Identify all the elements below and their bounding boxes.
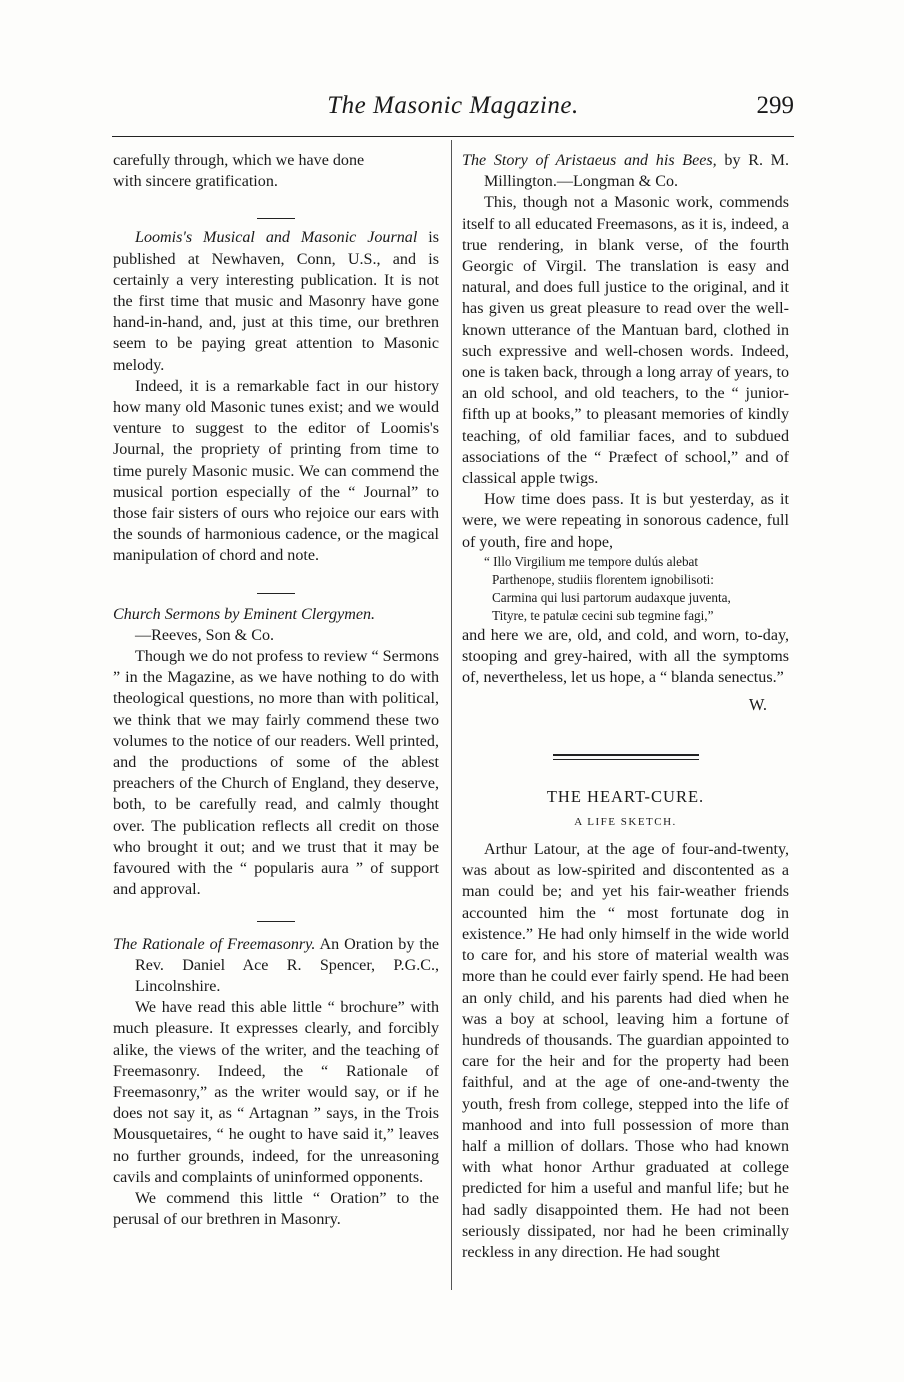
- rationale-heading: [113, 934, 439, 998]
- article-title: THE HEART-CURE.: [546, 786, 705, 806]
- verse-line: “ Illo Virgilium me tempore dulús alebat: [484, 553, 699, 569]
- rationale-description: An Oration by the Rev. Daniel Ace R. Spencer, P.G.C., Lincolnshire.: [135, 935, 440, 995]
- aristaeus-title: The Story of Aristaeus and his Bees,: [462, 152, 717, 169]
- aristaeus-paragraph-3: and here we are, old, and cold, and worn, to-day, stooping and grey-haired, with all the symptoms of, nevertheless, let us hope, a “ blanda senectus.”: [462, 626, 789, 687]
- column-divider: [451, 140, 452, 1290]
- section-double-rule: [553, 754, 699, 760]
- sermons-publisher: —Reeves, Son & Co.: [135, 626, 275, 644]
- aristaeus-paragraph-1: This, though not a Masonic work, commends itself to all educated Freemasons, as it is, indeed, a true rendering, in blank verse, of the fourth Georgic of Virgil. The translation is easy and natural, and does full justice to the original, and it has given us great pleasure to read over the well-known utterance of the Mantuan bard, clothed in such expressive and well-chosen words. Indeed, one is taken back, through a long array of years, to an old school, and old teachers, to the “ junior-fifth up at books,” to pleasant memories of kindly teaching, of old familiar faces, and to subdued associations of the “ Præfect of school,” and of classical apple twigs.: [462, 194, 789, 488]
- verse-line: Parthenope, studiis florentem ignobilisoti:: [492, 571, 714, 587]
- aristaeus-author: by R. M. Millington.—Longman & Co.: [484, 152, 790, 191]
- rationale-paragraph-2: We commend this little “ Oration” to the perusal of our brethren in Masonry.: [113, 1189, 439, 1229]
- loomis-paragraph-2: Indeed, it is a remarkable fact in our history how many old Masonic tunes exist; and we would venture to suggest to the editor of Loomis's Journal, the propriety of printing from time to time purely Masonic music. We can commend the musical portion especially of the “ Journal” to those fair sisters of ours who rejoice our ears with the sounds of harmonious cadence, or the magical manipulation of chord and note.: [113, 377, 439, 565]
- sermons-paragraph-1: Though we do not profess to review “ Sermons ” in the Magazine, as we have nothing to do with theological questions, no more than with political, we think that we may fairly commend these two volumes to the notice of our readers. Well printed, and the productions of some of the ablest preachers of the Church of England, they deserve, both, to be carefully read, and calmly thought over. The publication reflects all credit on those who brought it out; and we trust that it may be favoured with the “ popularis aura ” of support and approval.: [113, 648, 439, 899]
- loomis-paragraph-1: is published at Newhaven, Conn, U.S., and is certainly a very interesting publication. It is not the first time that music and Masonry have gone hand-in-hand, and, just at this time, our brethren seem to be paying great attention to Masonic melody.: [113, 229, 439, 374]
- running-title: The Masonic Magazine.: [327, 92, 579, 119]
- opening-line-2: with sincere gratification.: [113, 173, 278, 191]
- sermons-title: Church Sermons by Eminent Clergymen.: [113, 605, 376, 623]
- rationale-title: The Rationale of Freemasonry.: [113, 935, 316, 953]
- page-header: [112, 86, 794, 130]
- aristaeus-heading: [462, 150, 789, 192]
- rationale-paragraph-1: We have read this able little “ brochure” with much pleasure. It expresses clearly, and forcibly alike, the views of the writer, and the teaching of Freemasonry. Indeed, the “ Rationale of Freemasonry,” as the writer would say, or if he does not say it, as “ Artagnan ” says, in the Trois Mousquetaires, “ he ought to have said it,” leaves no further grounds, indeed, for the unreasoning cavils and complaints of uninformed opponents.: [113, 999, 439, 1186]
- verse-line: Tityre, te patulæ cecini sub tegmine fagi,”: [492, 607, 714, 623]
- right-column: [462, 150, 789, 1263]
- author-signature: W.: [748, 695, 767, 715]
- page-number: 299: [756, 92, 794, 119]
- heart-cure-paragraph-1: Arthur Latour, at the age of four-and-twenty, was about as low-spirited and discontented as a man could be; and yet his fair-weather friends accounted him the “ most fortunate dog in existence.” He had only himself in the wide world to care for, and his store of material wealth was more than he could ever fairly spend. He had been an only child, and his parents had died when he was a boy at school, leaving him a fortune of hundreds of thousands. The guardian appointed to care for the heir and for the property had been faithful, and at the age of one-and-twenty the youth, fresh from college, stepped into the life of manhood and into full possession of more than half a million of dollars. Those who had known with what honor Arthur graduated at college predicted for him a useful and manful life; but he had sadly disappointed them. He had not been seriously dissipated, nor had he been criminally reckless in any direction. He had sought: [462, 841, 789, 1261]
- loomis-review: [113, 227, 439, 375]
- aristaeus-paragraph-2: How time does pass. It is but yesterday, as it were, we were repeating in sonorous cadence, full of youth, fire and hope,: [462, 491, 789, 551]
- loomis-title: Loomis's Musical and Masonic Journal: [135, 229, 418, 247]
- header-rule: [112, 136, 794, 137]
- article-subtitle: A LIFE SKETCH.: [574, 815, 677, 828]
- left-column: [113, 150, 439, 1230]
- opening-line-1: carefully through, which we have done: [113, 152, 365, 169]
- verse-line: Carmina qui lusi partorum audaxque juventa,: [492, 589, 731, 605]
- latin-verse: [462, 553, 789, 625]
